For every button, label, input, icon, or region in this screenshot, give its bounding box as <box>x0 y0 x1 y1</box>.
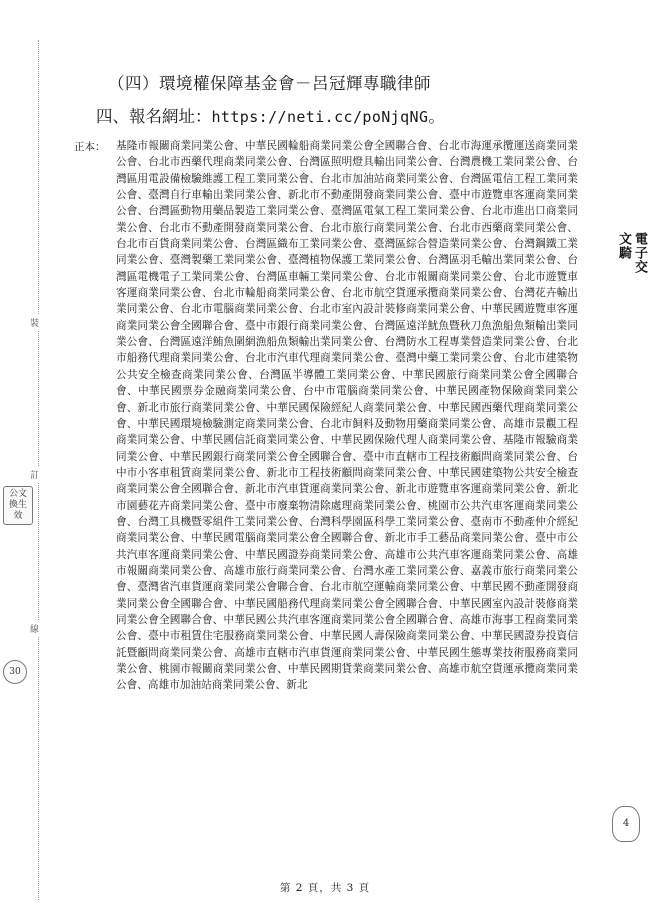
registration-end: 。 <box>428 107 445 126</box>
stamp-main-text: 電子交文騎 <box>616 232 647 274</box>
seam-stamp-top: 公文換生效 <box>3 486 33 525</box>
recipients-list: 基隆市報關商業同業公會、中華民國輪船商業同業公會全國聯合會、台北市海運承攬運送商業同業公會、台北市西藥代理商業同業公會、台灣區照明燈具輸出同業公會、台灣農機工業同業公會、台灣區用電設備檢驗維護工程工業同業公會、台北市加油站商業同業公會、台灣區電信工程工業同業公會、臺灣自行車輸出業同業公會、新北市不動產開發商業同業公會、臺中市遊覽車客運商業同業公會、台灣區動物用藥品製造工業同業公會、臺灣區電氣工程工業同業公會、台北市進出口商業同業公會、台北市不動產開發商業同業公會、台北市旅行商業同業公會、台北市西藥商業同業公會、台北市百貨商業同業公會、台灣區織布工業同業公會、臺灣區綜合營造業同業公會、台灣鋼鐵工業同業公會、臺灣製藥工業同業公會、臺灣植物保護工業同業公會、台灣區羽毛輸出業同業公會、台灣區電機電子工業同業公會、台灣區車輛工業同業公會、台北市報關商業同業公會、台北市遊覽車客運商業同業公會、台北市輪船商業同業公會、台北市航空貨運承攬商業同業公會、台灣花卉輸出業同業公會、台北市電腦商業同業公會、台北市室內設計裝修商業同業公會、中華民國遊覽車客運商業同業公會全國聯合會、臺中市銀行商業同業公會、台灣區遠洋魷魚暨秋刀魚漁船魚類輸出業同業公會、台灣區遠洋鮪魚圍網漁船魚類輸出業同業公會、台灣防水工程專業營造業同業公會、台北市船務代理商業同業公會、台北市汽車代理商業同業公會、臺灣中藥工業同業公會、台北市建築物公共安全檢查商業同業公會、台灣區半導體工業同業公會、中華民國旅行商業同業公會全國聯合會、中華民國票券金融商業同業公會、台中市電腦商業同業公會、中華民國產物保險商業同業公會、新北市旅行商業同業公會、中華民國保險經紀人商業同業公會、中華民國西藥代理商業同業公會、中華民國環境檢驗測定商業同業公會、台北市飼料及動物用藥商業同業公會、高雄市景觀工程商業同業公會、中華民國信託商業同業公會、中華民國保險代理人商業同業公會、基隆市報驗商業同業公會、中華民國銀行商業同業公會全國聯合會、臺中市直轄市工程技術顧問商業同業公會、台中市小客車租賃商業同業公會、新北市工程技術顧問商業同業公會、中華民國建築物公共安全檢查商業同業公會全國聯合會、新北市汽車貨運商業同業公會、新北市遊覽車客運商業同業公會、新北市園藝花卉商業同業公會、臺中市廢棄物清除處理商業同業公會、桃園市公共汽車客運商業同業公會、台灣工具機暨零組件工業同業公會、台灣科學園區科學工業同業公會、臺南市不動產仲介經紀商業同業公會、中華民國電腦商業同業公會全國聯合會、新北市手工藝品商業同業公會、臺中市公共汽車客運商業同業公會、中華民國證券商業同業公會、高雄市公共汽車客運商業同業公會、高雄市報關商業同業公會、高雄市旅行商業同業公會、台灣水產工業同業公會、嘉義市旅行商業同業公會、臺灣省汽車貨運商業同業公會聯合會、台北市航空運輸商業同業公會、中華民國不動產開發商業同業公會全國聯合會、中華民國船務代理商業同業公會全國聯合會、中華民國室內設計裝修商業同業公會全國聯合會、中華民國公共汽車客運商業同業公會全國聯合會、高雄市海事工程商業同業公會、臺中市租賃住宅服務商業同業公會、中華民國人壽保險商業同業公會、中華民國證券投資信託暨顧問商業同業公會、高雄市直轄市汽車貨運商業同業公會、中華民國生態專業技術服務商業同業公會、桃園市報關商業同業公會、中華民國期貨業商業同業公會、高雄市航空貨運承攬商業同業公會、高雄市加油站商業同業公會、新北 <box>116 140 578 692</box>
copy-to-label: 正本： <box>74 141 106 153</box>
seam-stamp-bottom: 30 <box>3 660 27 684</box>
electronic-exchange-stamp <box>601 232 647 282</box>
registration-url: https://neti.cc/poNjqNG <box>211 108 429 126</box>
page-number-footer: 第 2 頁，共 3 頁 <box>279 882 371 894</box>
registration-label: 四、報名網址： <box>96 107 212 126</box>
binding-mark-zhuang: 裝 <box>30 314 39 331</box>
binding-mark-xian: 線 <box>30 620 39 637</box>
binding-mark-ding: 訂 <box>30 466 39 483</box>
section-heading: （四）環境權保障基金會－呂冠輝專職律師 <box>108 74 431 93</box>
page-seal: 4 <box>612 806 640 842</box>
registration-item <box>96 103 445 127</box>
